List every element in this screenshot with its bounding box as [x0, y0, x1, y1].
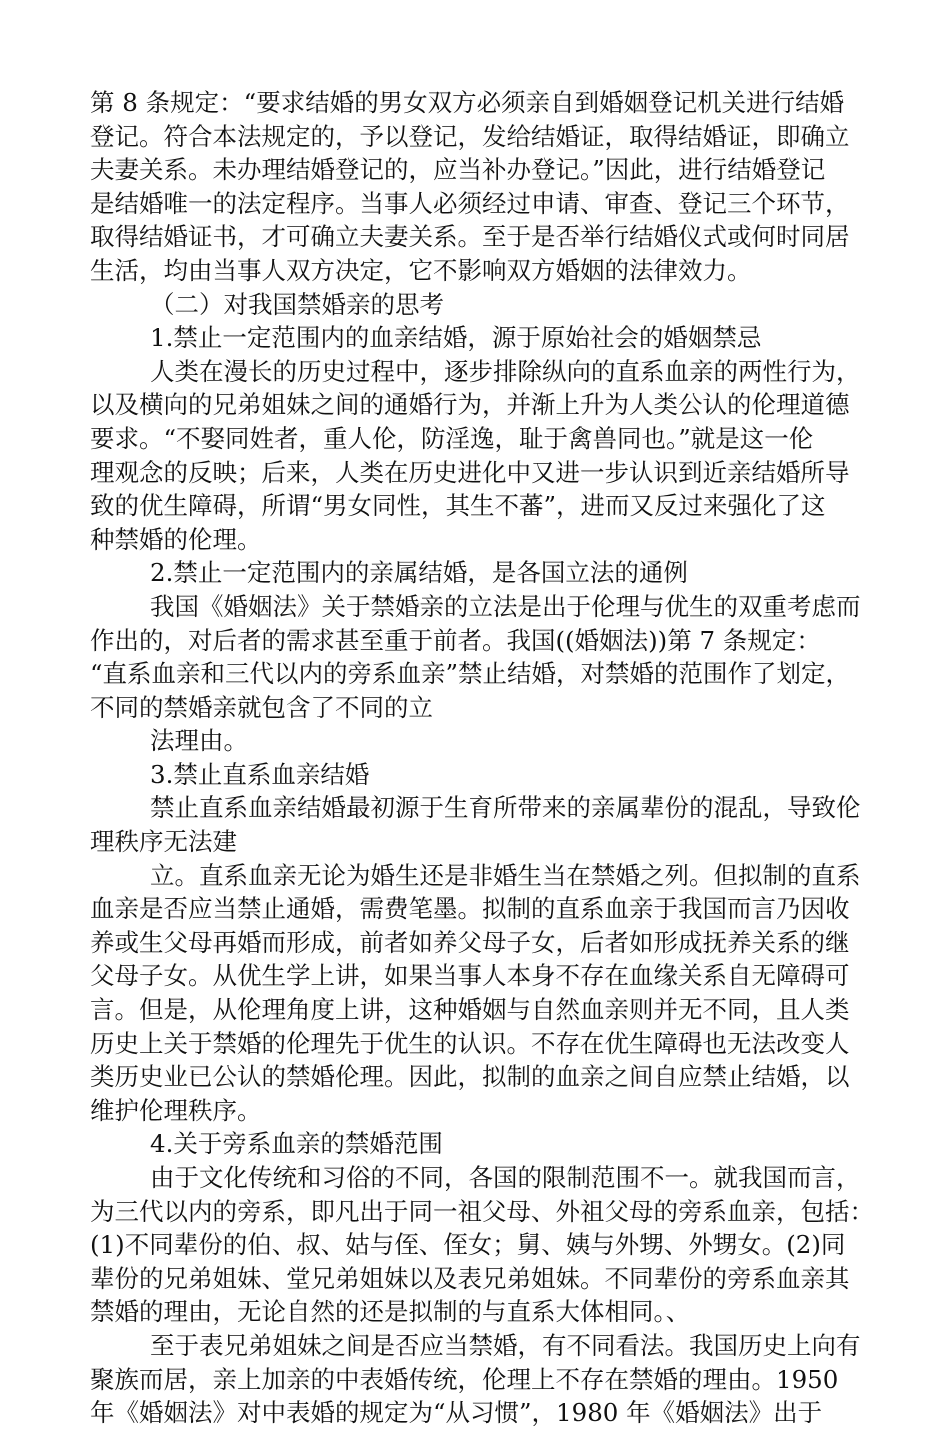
text-line: 2.禁止一定范围内的亲属结婚，是各国立法的通例 — [150, 558, 688, 588]
text-line: 登记。符合本法规定的，予以登记，发给结婚证，取得结婚证，即确立 — [90, 121, 850, 151]
text-line: （二）对我国禁婚亲的思考 — [150, 289, 444, 319]
text-line: “直系血亲和三代以内的旁系血亲”禁止结婚，对禁婚的范围作了划定， — [90, 659, 851, 689]
text-line: 父母子女。从优生学上讲，如果当事人本身不存在血缘关系自无障碍可 — [90, 961, 850, 991]
text-line: 由于文化传统和习俗的不同，各国的限制范围不一。就我国而言， — [150, 1163, 861, 1192]
text-line: 为三代以内的旁系，即凡出于同一祖父母、外祖父母的旁系血亲，包括： — [90, 1196, 874, 1226]
text-line: 禁止直系血亲结婚最初源于生育所带来的亲属辈份的混乱，导致伦 — [150, 793, 861, 823]
text-line: 血亲是否应当禁止通婚，需费笔墨。拟制的直系血亲于我国而言乃因收 — [90, 894, 850, 924]
text-line: 维护伦理秩序。 — [90, 1095, 262, 1125]
text-line: 作出的，对后者的需求甚至重于前者。我国((婚姻法))第 7 条规定： — [90, 625, 821, 655]
text-line: 取得结婚证书，才可确立夫妻关系。至于是否举行结婚仪式或何时同居 — [90, 222, 850, 252]
text-line: 不同的禁婚亲就包含了不同的立 — [90, 692, 433, 722]
text-line: 致的优生障碍，所谓“男女同性，其生不蕃”，进而又反过来强化了这 — [90, 491, 826, 521]
text-line: 法理由。 — [150, 726, 248, 756]
text-line: 历史上关于禁婚的伦理先于优生的认识。不存在优生障碍也无法改变人 — [90, 1028, 850, 1058]
text-line: 年《婚姻法》对中表婚的规定为“从习惯”，1980 年《婚姻法》出于 — [90, 1398, 823, 1428]
text-line: 第 8 条规定：“要求结婚的男女双方必须亲自到婚姻登记机关进行结婚 — [90, 88, 845, 117]
text-line: 1.禁止一定范围内的血亲结婚，源于原始社会的婚姻禁忌 — [150, 323, 762, 353]
text-line: 种禁婚的伦理。 — [90, 524, 262, 554]
text-line: 养或生父母再婚而形成，前者如养父母子女，后者如形成抚养关系的继 — [90, 927, 850, 957]
text-line: 人类在漫长的历史过程中，逐步排除纵向的直系血亲的两性行为， — [150, 356, 861, 386]
text-line: 立。直系血亲无论为婚生还是非婚生当在禁婚之列。但拟制的直系 — [150, 860, 861, 890]
text-line: 4.关于旁系血亲的禁婚范围 — [150, 1129, 443, 1159]
text-line: 我国《婚姻法》关于禁婚亲的立法是出于伦理与优生的双重考虑而 — [150, 591, 861, 621]
text-line: 是结婚唯一的法定程序。当事人必须经过申请、审查、登记三个环节， — [90, 188, 850, 218]
text-line: 理观念的反映；后来，人类在历史进化中又进一步认识到近亲结婚所导 — [90, 457, 850, 487]
text-line: 生活，均由当事人双方决定，它不影响双方婚姻的法律效力。 — [90, 255, 752, 285]
text-line: (1)不同辈份的伯、叔、姑与侄、侄女；舅、姨与外甥、外甥女。(2)同 — [90, 1230, 846, 1260]
text-line: 言。但是，从伦理角度上讲，这种婚姻与自然血亲则并无不同，且人类 — [90, 995, 850, 1025]
text-line: 聚族而居，亲上加亲的中表婚传统，伦理上不存在禁婚的理由。1950 — [90, 1364, 839, 1394]
text-line: 以及横向的兄弟姐妹之间的通婚行为，并渐上升为人类公认的伦理道德 — [90, 390, 850, 420]
body-text — [90, 86, 890, 1430]
text-line: 要求。“不娶同姓者，重人伦，防淫逸，耻于禽兽同也。”就是这一伦 — [90, 423, 814, 453]
text-line: 禁婚的理由，无论自然的还是拟制的与直系大体相同。、 — [90, 1297, 691, 1327]
text-line: 辈份的兄弟姐妹、堂兄弟姐妹以及表兄弟姐妹。不同辈份的旁系血亲其 — [90, 1263, 850, 1293]
text-line: 3.禁止直系血亲结婚 — [150, 759, 370, 789]
text-line: 类历史业已公认的禁婚伦理。因此，拟制的血亲之间自应禁止结婚，以 — [90, 1062, 850, 1092]
text-line: 至于表兄弟姐妹之间是否应当禁婚，有不同看法。我国历史上向有 — [150, 1330, 861, 1360]
text-line: 夫妻关系。未办理结婚登记的，应当补办登记。”因此，进行结婚登记 — [90, 155, 826, 185]
text-line: 理秩序无法建 — [90, 827, 237, 857]
